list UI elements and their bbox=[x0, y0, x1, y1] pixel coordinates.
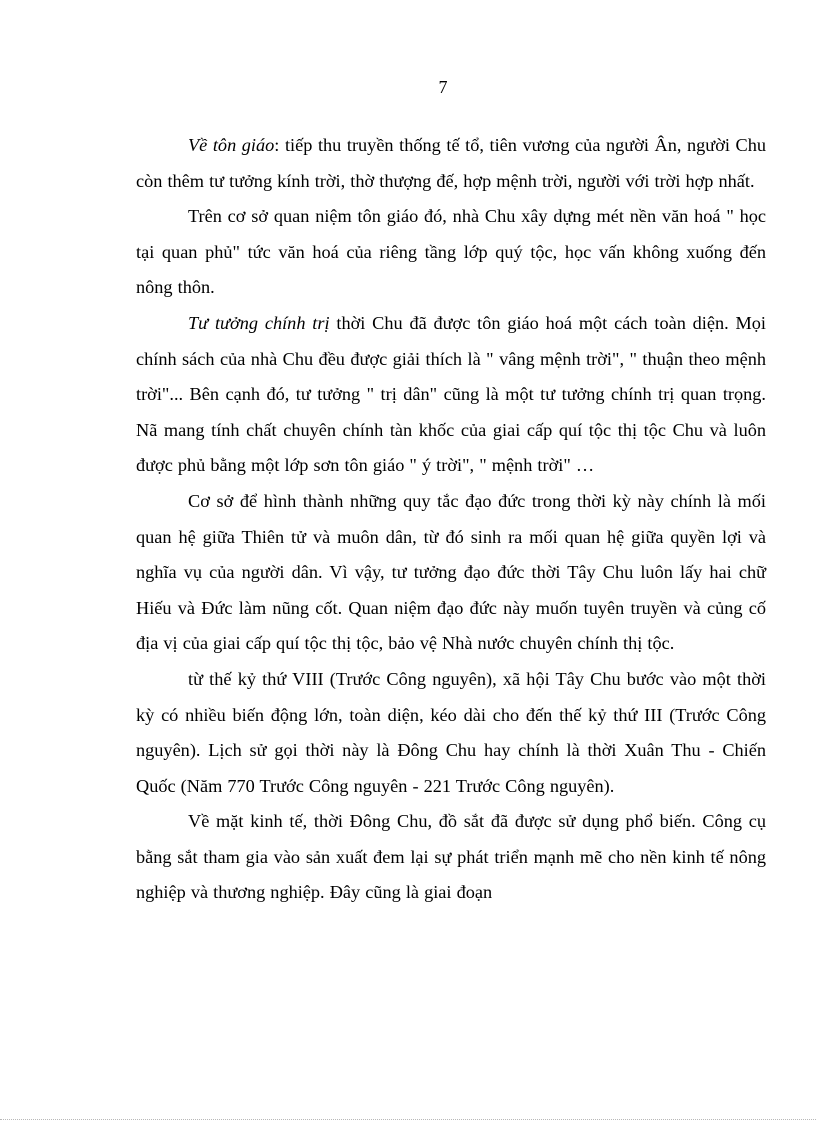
page-number: 7 bbox=[438, 77, 448, 97]
page-bottom-divider bbox=[0, 1119, 816, 1120]
paragraph-lead-italic: Tư tưởng chính trị bbox=[188, 312, 330, 333]
paragraph-text: thời Chu đã được tôn giáo hoá một cách toàn diện. Mọi chính sách của nhà Chu đều được giải thích là " vâng mệnh trời", " thuận theo mệnh trời"... Bên cạnh đó, tư tưởng " trị dân" cũng là một tư tưởng chính trị quan trọng. Nã mang tính chất chuyên chính tàn khốc của giai cấp quí tộc thị tộc Chu và luôn được phủ bằng một lớp sơn tôn giáo " ý trời", " mệnh trời" … bbox=[136, 312, 766, 476]
paragraph-text: : tiếp thu truyền thống tế tổ, tiên vương của người Ân, người Chu còn thêm tư tưởng kính trời, thờ thượng đế, hợp mệnh trời, người với trời hợp nhất. bbox=[136, 135, 766, 191]
paragraph-text: Trên cơ sở quan niệm tôn giáo đó, nhà Chu xây dựng mét nền văn hoá " học tại quan phủ" tức văn hoá của riêng tầng lớp quý tộc, học vấn không xuống đến nông thôn. bbox=[136, 206, 766, 298]
paragraph-ethics bbox=[136, 484, 766, 662]
paragraph-religion bbox=[136, 128, 766, 199]
paragraph-text: Về mặt kinh tế, thời Đông Chu, đồ sắt đã được sử dụng phổ biến. Công cụ bằng sắt tham gia vào sản xuất đem lại sự phát triển mạnh mẽ cho nền kinh tế nông nghiệp và thương nghiệp. Đây cũng là giai đoạn bbox=[136, 811, 766, 903]
paragraph-economy bbox=[136, 804, 766, 911]
paragraph-text: Cơ sở để hình thành những quy tắc đạo đức trong thời kỳ này chính là mối quan hệ giữa Thiên tử và muôn dân, từ đó sinh ra mối quan hệ giữa quyền lợi và nghĩa vụ của người dân. Vì vậy, tư tưởng đạo đức thời Tây Chu luôn lấy hai chữ Hiếu và Đức làm nũng cốt. Quan niệm đạo đức này muốn tuyên truyền và củng cố địa vị của giai cấp quí tộc thị tộc, bảo vệ Nhà nước chuyên chính thị tộc. bbox=[136, 490, 766, 654]
paragraph-politics bbox=[136, 306, 766, 484]
paragraph-text: từ thế kỷ thứ VIII (Trước Công nguyên), xã hội Tây Chu bước vào một thời kỳ có nhiều biến động lớn, toàn diện, kéo dài cho đến thế kỷ thứ III (Trước Công nguyên). Lịch sử gọi thời này là Đông Chu hay chính là thời Xuân Thu - Chiến Quốc (Năm 770 Trước Công nguyên - 221 Trước Công nguyên). bbox=[136, 668, 766, 796]
paragraph-lead-italic: Về tôn giáo bbox=[188, 135, 275, 155]
paragraph-culture bbox=[136, 199, 766, 306]
paragraph-eastern-zhou bbox=[136, 662, 766, 804]
document-body bbox=[136, 128, 766, 911]
